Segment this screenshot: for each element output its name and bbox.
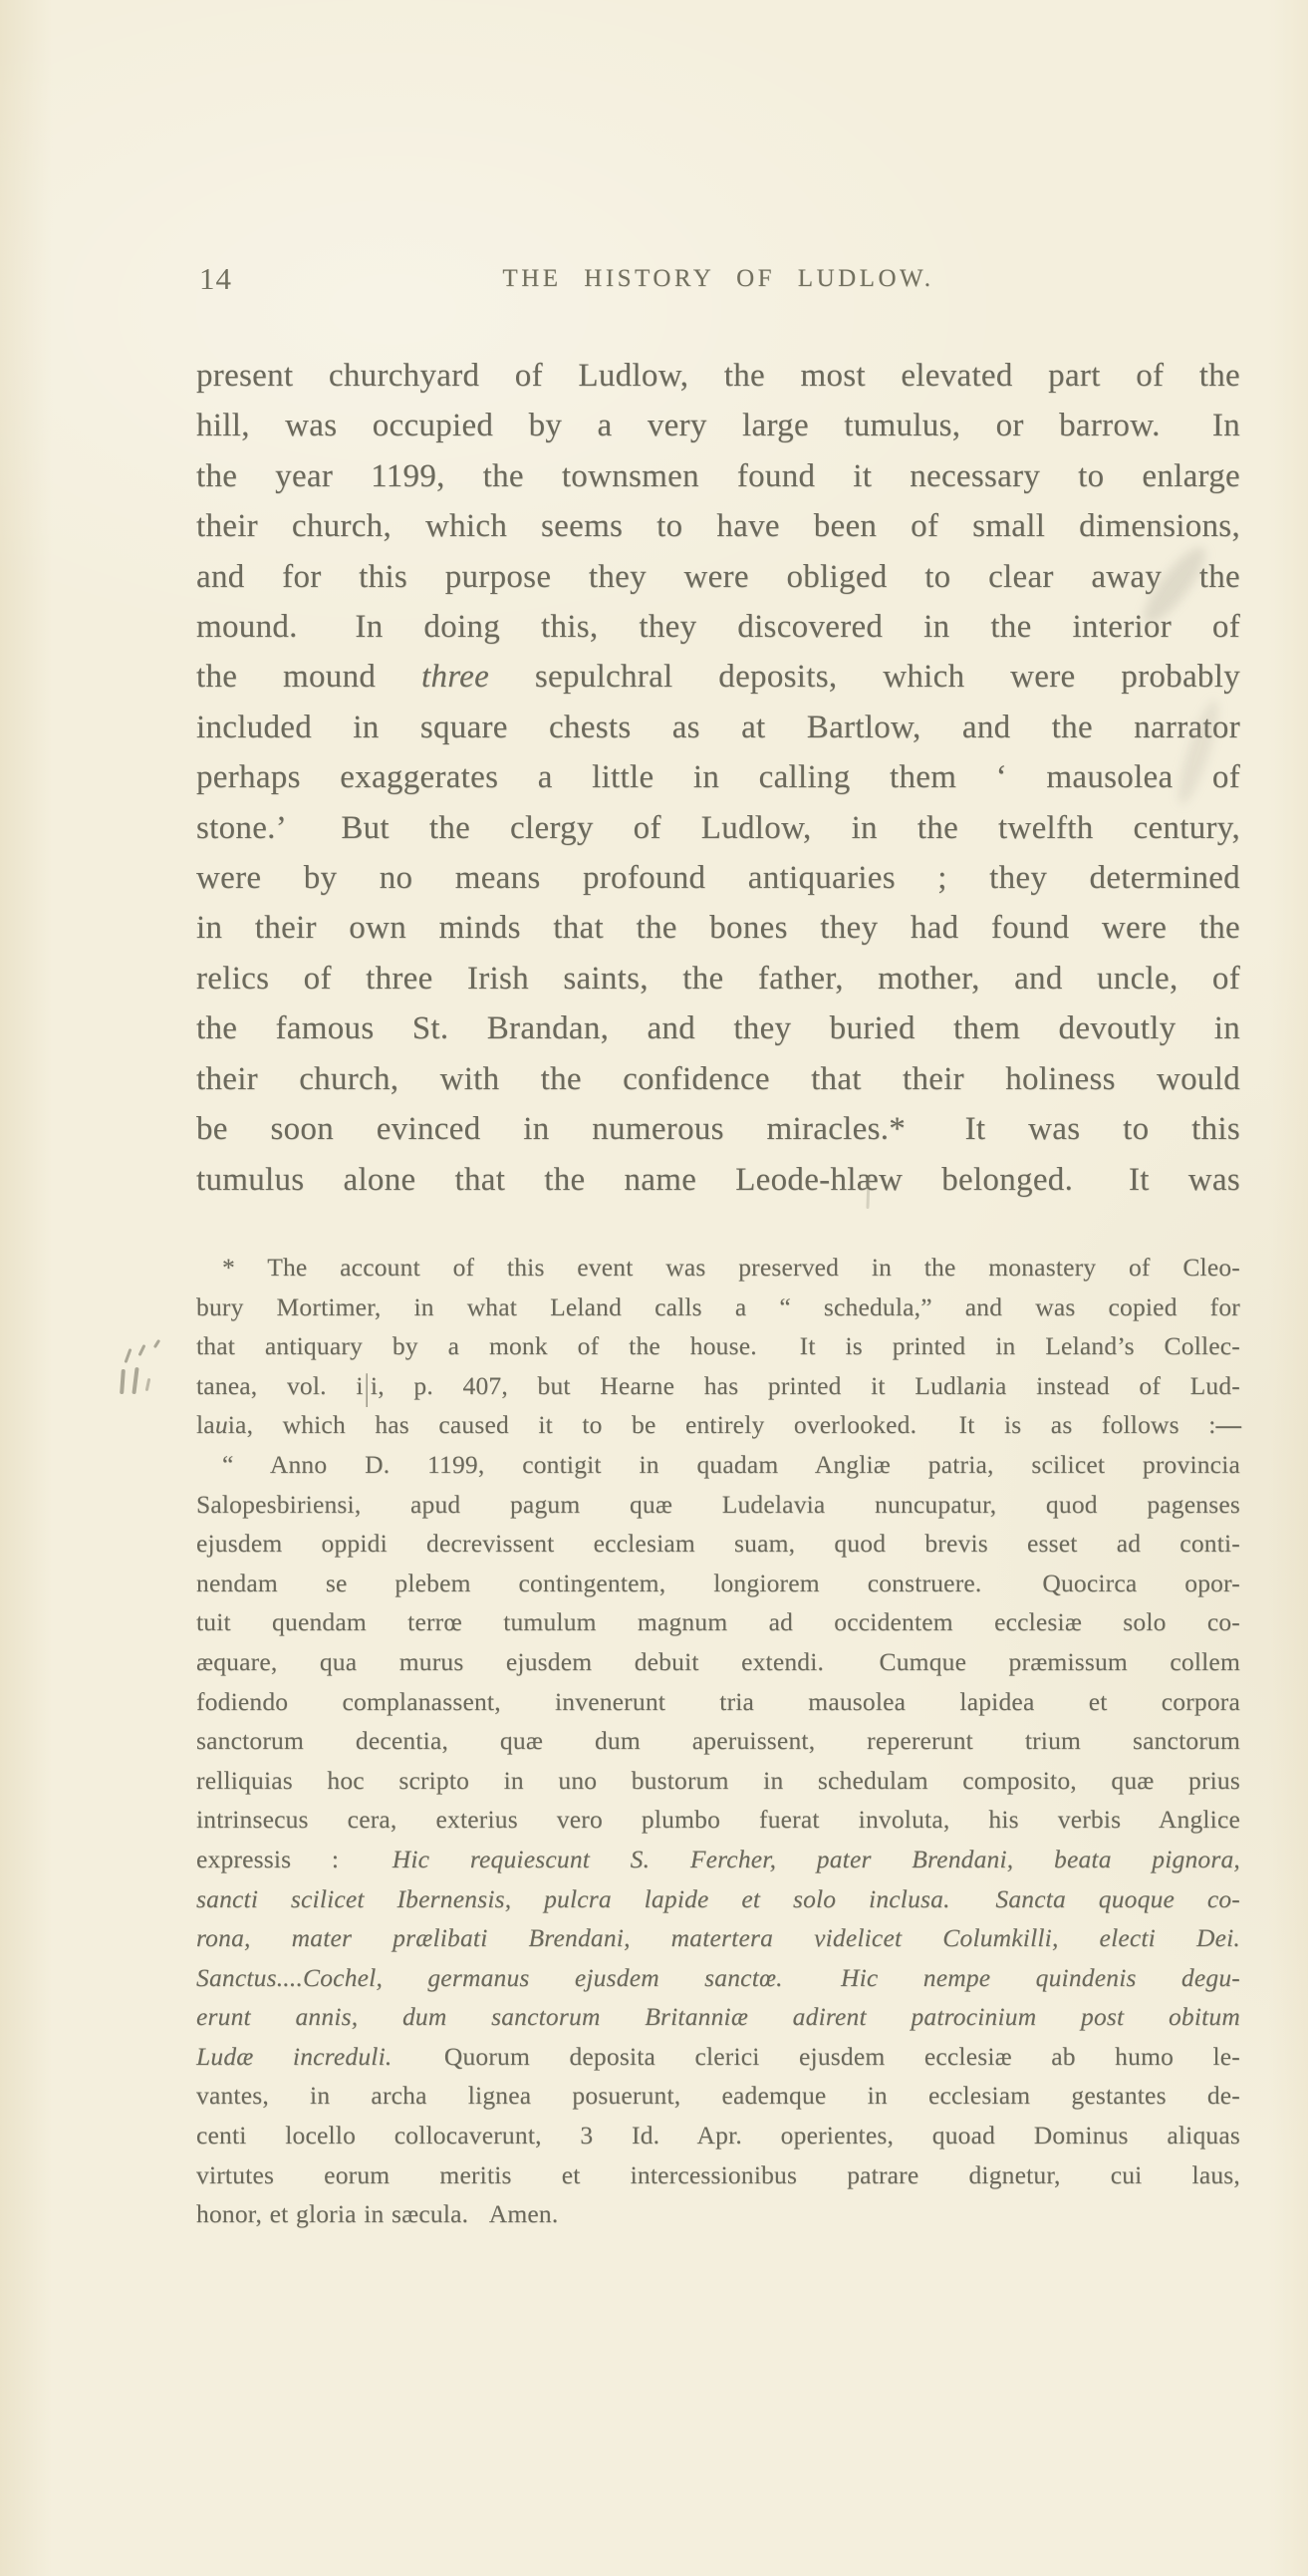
text-segment: hill, was occupied by a very large tumulus, or barrow. In (196, 408, 1240, 444)
text-segment: mound. In doing this, they discovered in the interior of (196, 609, 1240, 646)
italic-text-segment: Hic requiescunt S. Fercher, pater Brendani, beata pignora, (392, 1844, 1241, 1873)
text-line (196, 1997, 1240, 2037)
text-line (196, 1445, 1240, 1485)
text-line (196, 1288, 1240, 1327)
text-segment: relliquias hoc scripto in uno bustorum in schedulam composito, quæ prius (196, 1765, 1240, 1795)
text-line (196, 1761, 1240, 1801)
pencil-stroke (145, 1378, 151, 1391)
italic-text-segment: three (421, 659, 490, 696)
text-segment: “ Anno D. 1199, contigit in quadam Angliæ patria, scilicet provincia (222, 1449, 1240, 1479)
text-segment: bury Mortimer, in what Leland calls a “ schedula,” and was copied for (196, 1291, 1240, 1321)
footnote (196, 1248, 1240, 2234)
text-segment: ia, which has caused it to be entirely overlooked. It is as follows : (227, 1410, 1216, 1440)
text-segment: — (1215, 1410, 1240, 1440)
text-line (196, 1642, 1240, 1682)
text-line (196, 752, 1240, 802)
italic-text-segment: Ludæ increduli. (196, 2041, 392, 2071)
pencil-stroke (138, 1344, 146, 1356)
text-segment: la (196, 1410, 215, 1440)
text-line (196, 803, 1240, 853)
text-line (196, 1840, 1240, 1879)
text-line (196, 1682, 1240, 1722)
text-line (196, 351, 1240, 401)
text-segment: honor, et gloria in sæcula. Amen. (196, 2199, 559, 2229)
italic-text-segment: Sanctus....Cochel, germanus ejusdem sanctœ. Hic nempe quindenis degu- (196, 1962, 1240, 1992)
text-segment: the mound (196, 659, 421, 696)
text-segment: their church, with the confidence that their holiness would (196, 1060, 1240, 1097)
text-segment: stone.’ But the clergy of Ludlow, in the twelfth century, (196, 809, 1240, 846)
pencil-stroke (125, 1348, 132, 1363)
italic-text-segment: rona, mater prælibati Brendani, matertera videlicet Columkilli, electi Dei. (196, 1923, 1240, 1953)
text-line (196, 954, 1240, 1003)
running-title: THE HISTORY OF LUDLOW. (502, 265, 934, 292)
text-line (196, 1248, 1240, 1288)
italic-text-segment: sancti scilicet Ibernensis, pulcra lapide et solo inclusa. Sancta quoque co- (196, 1883, 1240, 1913)
text-line (196, 552, 1240, 602)
text-line (196, 652, 1240, 702)
text-segment: sepulchral deposits, which were probably (489, 659, 1240, 696)
italic-text-segment: n (974, 1370, 988, 1400)
running-head (196, 261, 1240, 301)
text-line (196, 1721, 1240, 1761)
text-line (196, 451, 1240, 501)
text-line (196, 2155, 1240, 2195)
text-line (196, 1054, 1240, 1104)
text-line (196, 2076, 1240, 2116)
text-segment: Quorum deposita clerici ejusdem ecclesiæ ab humo le- (392, 2041, 1241, 2071)
text-segment: centi locello collocaverunt, 3 Id. Apr. operientes, quoad Dominus aliquas (196, 2121, 1240, 2150)
text-segment: nendam se plebem contingentem, longiorem construere. Quocirca opor- (196, 1568, 1240, 1597)
text-segment: tumulus alone that the name Leode-hlæw belonged. It was (196, 1161, 1240, 1198)
text-segment: the year 1199, the townsmen found it necessary to enlarge (196, 457, 1240, 494)
text-line (196, 2037, 1240, 2077)
text-line (196, 853, 1240, 903)
text-segment: tanea, vol. i (196, 1370, 364, 1400)
pencil-stroke (120, 1369, 125, 1394)
text-segment: included in square chests as at Bartlow, and the narrator (196, 709, 1240, 745)
text-line (196, 1524, 1240, 1564)
text-line (196, 501, 1240, 551)
text-segment: their church, which seems to have been of small dimensions, (196, 508, 1240, 545)
text-segment: in their own minds that the bones they had found were the (196, 910, 1240, 947)
text-segment: sanctorum decentia, quæ dum aperuissent, repererunt trium sanctorum (196, 1726, 1240, 1756)
text-segment: vantes, in archa lignea posuerunt, eademque in ecclesiam gestantes de- (196, 2081, 1240, 2111)
text-segment: virtutes eorum meritis et intercessionibus patrare dignetur, cui laus, (196, 2159, 1240, 2189)
text-segment: ia instead of Lud- (987, 1370, 1240, 1400)
text-line (196, 401, 1240, 450)
text-segment: intrinsecus cera, exterius vero plumbo fuerat involuta, his verbis Anglice (196, 1805, 1240, 1835)
text-line (196, 1104, 1240, 1154)
text-segment: be soon evinced in numerous miracles.* It was to this (196, 1111, 1240, 1148)
text-line (196, 703, 1240, 752)
italic-text-segment: erunt annis, dum sanctorum Britanniæ adirent patrocinium post obitum (196, 2002, 1240, 2032)
text-line (196, 1879, 1240, 1919)
italic-text-segment: u (214, 1410, 228, 1440)
text-segment: and for this purpose they were obliged to clear away the (196, 558, 1240, 595)
text-segment: æquare, qua murus ejusdem debuit extendi. Cumque præmissum collem (196, 1646, 1240, 1676)
text-segment: the famous St. Brandan, and they buried them devoutly in (196, 1010, 1240, 1047)
text-line (196, 1003, 1240, 1053)
text-segment: i, p. 407, but Hearne has printed it Ludla (370, 1370, 975, 1400)
text-line (196, 1485, 1240, 1525)
text-segment: were by no means profound antiquaries ; they determined (196, 860, 1240, 897)
text-line (196, 1918, 1240, 1958)
text-segment: relics of three Irish saints, the father, mother, and uncle, of (196, 960, 1240, 997)
pencil-stroke (131, 1367, 138, 1394)
text-segment: expressis : (196, 1844, 392, 1873)
text-segment: present churchyard of Ludlow, the most elevated part of the (196, 358, 1240, 394)
text-line (196, 1958, 1240, 1998)
text-segment: that antiquary by a monk of the house. It is printed in Leland’s Collec- (196, 1331, 1240, 1361)
text-line (196, 1564, 1240, 1603)
text-line (196, 1405, 1240, 1445)
text-line (196, 903, 1240, 953)
text-line (196, 1602, 1240, 1642)
text-line (196, 1155, 1240, 1205)
text-line (196, 2116, 1240, 2155)
text-line (196, 2194, 1240, 2234)
text-segment: | (364, 1365, 370, 1408)
text-segment: Salopesbiriensi, apud pagum quæ Ludelavia nuncupatur, quod pagenses (196, 1489, 1240, 1519)
text-segment: * The account of this event was preserved in the monastery of Cleo- (222, 1253, 1240, 1282)
text-segment: tuit quendam terrœ tumulum magnum ad occidentem ecclesiæ solo co- (196, 1607, 1240, 1637)
text-line (196, 602, 1240, 652)
text-line (196, 1326, 1240, 1366)
text-segment: ejusdem oppidi decrevissent ecclesiam suam, quod brevis esset ad conti- (196, 1529, 1240, 1559)
pencil-stroke (153, 1339, 160, 1348)
text-line (196, 1800, 1240, 1840)
text-line (196, 1366, 1240, 1406)
text-segment: fodiendo complanassent, invenerunt tria mausolea lapidea et corpora (196, 1686, 1240, 1716)
body-paragraph (196, 351, 1240, 1205)
page-number: 14 (199, 261, 232, 296)
text-segment: perhaps exaggerates a little in calling them ‘ mausolea of (196, 759, 1240, 796)
